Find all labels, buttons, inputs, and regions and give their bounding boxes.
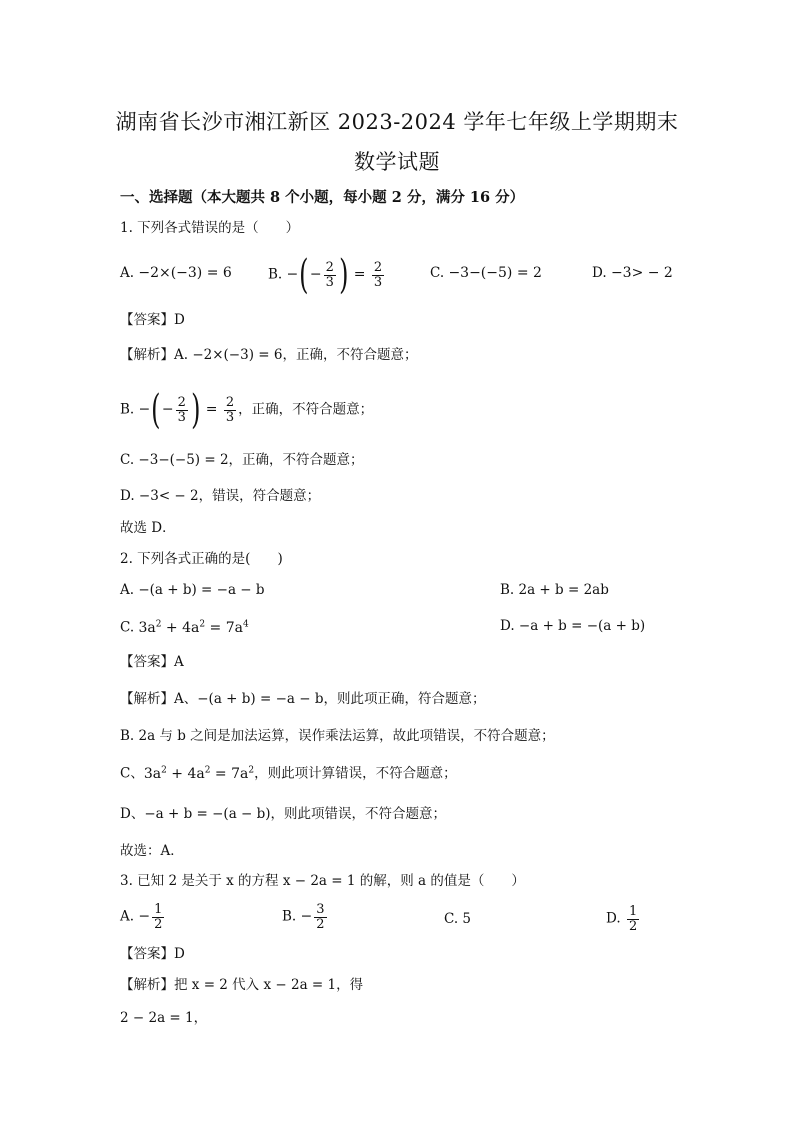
document-subtitle: 数学试题 [354,150,440,174]
fraction-denominator: 2 [628,918,638,934]
q1-answer: 【答案】D [120,312,185,328]
q3-option-c: C. 5 [444,911,472,927]
q3-option-b-sign: − [300,908,313,925]
q1-explanation-b-result [224,396,236,424]
q1-option-d [592,266,673,281]
fraction-numerator: 2 [325,259,334,275]
exponent: 2 [204,765,211,775]
q1-option-b-result [372,261,384,289]
q3-explanation-1: 【解析】把 x = 2 代入 x − 2a = 1，得 [120,977,364,993]
q3-option-d-label: D. [606,910,621,927]
fraction-denominator: 2 [316,916,325,932]
document-title: 湖南省长沙市湘江新区 2023-2024 学年七年级上学期期末 [115,110,679,134]
fraction-numerator: 3 [316,902,325,917]
q2-answer: 【答案】A [120,654,184,670]
q2-explanation-c-label: C、 [120,765,144,782]
q2-option-a: A. −(a + b) = −a − b [120,582,265,598]
left-paren-glyph: ( [299,252,309,298]
left-paren-glyph: ( [151,387,161,433]
fraction-denominator: 2 [154,916,163,932]
q1-explanation-d: D. −3< − 2，错误，符合题意； [120,488,321,504]
q1-explanation-c: C. −3−(−5) = 2，正确，不符合题意； [120,452,364,468]
q1-explanation-b-tail: ，正确，不符合题意； [238,401,374,418]
q1-option-b-fraction [324,261,336,289]
q1-explanation-b-inner-sign: − [161,401,174,418]
q3-option-a [120,903,166,931]
q2-option-d: D. −a + b = −(a + b) [500,618,646,634]
section-heading: 一、选择题（本大题共 8 个小题，每小题 2 分，满分 16 分） [120,189,525,206]
q2-explanation-c-expr [144,766,254,782]
expr-part: + 4a [161,619,200,636]
exponent: 2 [155,619,162,629]
exponent: 2 [199,619,206,629]
fraction-denominator: 3 [325,274,334,290]
fraction-numerator: 1 [154,902,163,917]
q1-option-b-inner-sign: − [309,266,322,283]
fraction-numerator: 2 [225,394,235,410]
fraction-numerator: 2 [373,259,383,275]
q1-option-d-label: D. [592,265,607,281]
right-paren-glyph: ) [338,252,349,298]
q2-explanation-b: B. 2a 与 b 之间是加法运算，误作乘法运算，故此项错误，不符合题意； [120,728,555,744]
q1-option-b-eq: = [353,266,366,283]
q2-option-c-expr [138,620,248,636]
expr-part: + 4a [166,765,205,782]
exponent: 2 [161,765,167,775]
q3-option-a-fraction [152,903,164,931]
q2-option-c-label: C. [120,619,135,636]
fraction-numerator: 2 [177,394,186,410]
q1-explanation-b-label: B. [120,401,135,418]
q1-option-a [120,266,232,281]
q1-option-b-sign: − [286,266,299,283]
q2-explanation-c-tail: ，则此项计算错误，不符合题意； [254,765,457,782]
q2-option-c [120,620,249,635]
q3-option-b [282,903,329,931]
expr-part: 3a [143,765,162,782]
q1-conclusion: 故选 D． [120,520,176,536]
q3-option-b-fraction [314,903,326,931]
q1-option-c-expr: −3−(−5) = 2 [448,265,542,281]
q1-explanation-a: 【解析】A. −2×(−3) = 6，正确，不符合题意； [120,347,418,363]
exponent: 4 [242,619,249,629]
q1-stem: 1. 下列各式错误的是（ ） [120,220,300,236]
q1-explanation-b-eq: = [205,401,218,418]
q1-option-a-expr: −2×(−3) = 6 [138,265,232,281]
q1-explanation-b-fraction [176,396,188,424]
q2-explanation-d: D、−a + b = −(a − b)，则此项错误，不符合题意； [120,806,447,822]
q3-option-b-label: B. [282,908,297,925]
exponent: 2 [248,765,255,775]
q1-explanation-b-sign: − [138,401,151,418]
q2-stem: 2. 下列各式正确的是( ) [120,551,283,567]
q1-option-a-label: A. [120,265,135,281]
fraction-denominator: 3 [177,409,186,425]
q2-conclusion: 故选：A． [120,843,184,859]
q3-explanation-2: 2 − 2a = 1， [120,1010,208,1026]
right-paren-glyph: ) [190,387,201,433]
q3-option-d [606,905,641,933]
fraction-numerator: 1 [628,904,638,919]
q1-option-b-label: B. [268,266,283,283]
expr-part: = 7a [210,765,249,782]
q3-answer: 【答案】D [120,946,185,962]
q2-explanation-a: 【解析】A、−(a + b) = −a − b，则此项正确，符合题意； [120,691,486,707]
q3-option-a-sign: − [138,908,151,925]
fraction-denominator: 3 [373,274,383,290]
q3-option-a-label: A. [120,908,135,925]
q3-stem: 3. 已知 2 是关于 x 的方程 x − 2a = 1 的解，则 a 的值是（ ） [120,873,525,889]
q1-option-b [268,252,386,298]
q1-explanation-b [120,387,374,433]
q2-explanation-c [120,766,457,781]
q1-option-c-label: C. [430,265,445,281]
q2-option-b: B. 2a + b = 2ab [500,582,609,598]
expr-part: = 7a [205,619,243,636]
expr-part: 3a [138,619,156,636]
q1-option-c [430,266,542,281]
q3-option-d-fraction [627,905,639,933]
fraction-denominator: 3 [225,409,235,425]
q1-option-d-expr: −3> − 2 [610,265,673,281]
